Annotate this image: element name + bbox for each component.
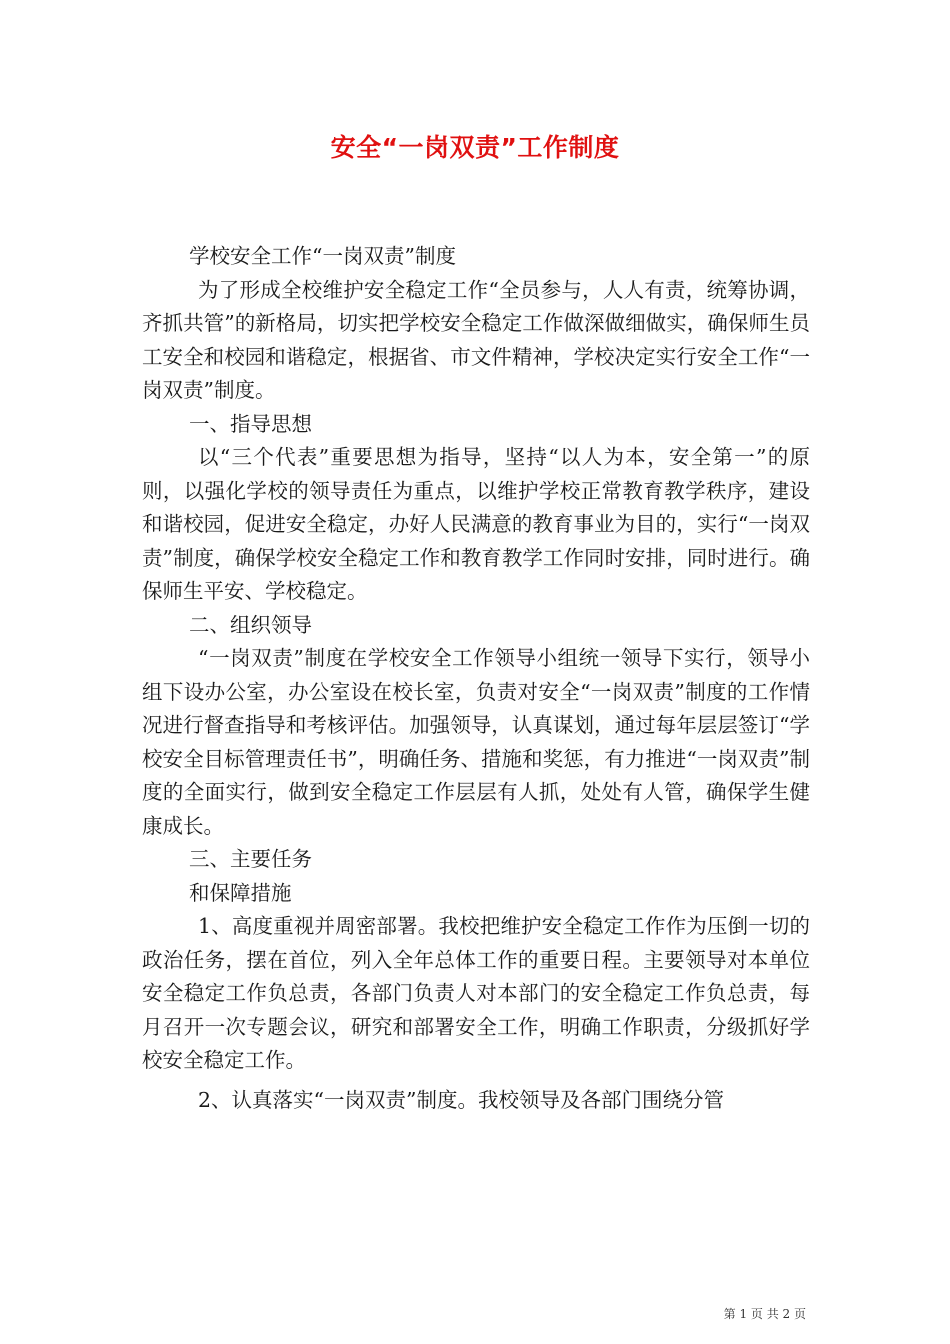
paragraph-item-2: 2、认真落实“一岗双责”制度。我校领导及各部门围绕分管 xyxy=(198,1087,725,1112)
paragraph-intro: 为了形成全校维护安全稳定工作“全员参与，人人有责，统筹协调，齐抓共管”的新格局，切实把学校安全稳定工作做深做细做实，确保师生员工安全和校园和谐稳定，根据省、市文件精神，学校决定实行安全工作“一岗双责”制度。 xyxy=(142,277,810,402)
paragraph-subtitle: 学校安全工作“一岗双责”制度 xyxy=(189,244,456,268)
paragraph-organization: “一岗双责”制度在学校安全工作领导小组统一领导下实行，领导小组下设办公室，办公室设在校长室，负责对安全“一岗双责”制度的工作情况进行督查指导和考核评估。加强领导，认真谋划，通过每年层层签订“学校安全目标管理责任书”，明确任务、措施和奖惩，有力推进“一岗双责”制度的全面实行，做到安全稳定工作层层有人抓，处处有人管，确保学生健康成长。 xyxy=(142,646,810,838)
document-title: 安全“一岗双责”工作制度 xyxy=(330,133,620,162)
section-heading-measures: 和保障措施 xyxy=(189,880,292,905)
document-body xyxy=(142,240,810,1117)
page-indicator: 第 1 页 共 2 页 xyxy=(723,1307,806,1321)
paragraph-item-1: 1、高度重视并周密部署。我校把维护安全稳定工作作为压倒一切的政治任务，摆在首位，列入全年总体工作的重要日程。主要领导对本单位安全稳定工作负总责，各部门负责人对本部门的安全稳定工作负总责，每月召开一次专题会议，研究和部署安全工作，明确工作职责，分级抓好学校安全稳定工作。 xyxy=(142,914,810,1072)
section-heading-guiding-thought: 一、指导思想 xyxy=(189,411,312,436)
paragraph-guiding-thought: 以“三个代表”重要思想为指导，坚持“以人为本，安全第一”的原则，以强化学校的领导责任为重点，以维护学校正常教育教学秩序，建设和谐校园，促进安全稳定，办好人民满意的教育事业为目的，实行“一岗双责”制度，确保学校安全稳定工作和教育教学工作同时安排，同时进行。确保师生平安、学校稳定。 xyxy=(142,445,810,603)
section-heading-main-tasks: 三、主要任务 xyxy=(189,847,312,871)
section-heading-organization: 二、组织领导 xyxy=(189,612,312,637)
